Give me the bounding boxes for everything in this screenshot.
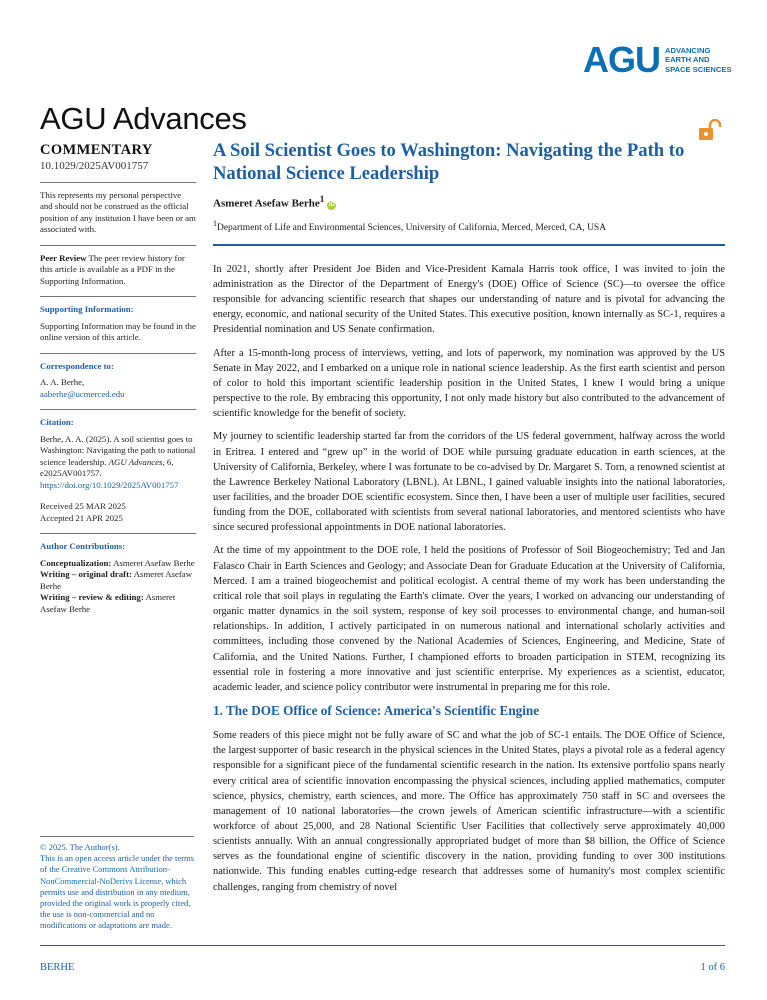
journal-title: AGU Advances (40, 101, 247, 136)
copyright-line: © 2025. The Author(s). (40, 842, 120, 852)
agu-logo-tagline: ADVANCING EARTH AND SPACE SCIENCES (665, 45, 732, 74)
supporting-text: Supporting Information may be found in the online version of this article. (40, 320, 196, 342)
body-paragraph: Some readers of this piece might not be fully aware of SC and what the job of SC-1 entails. The DOE Office of Science, the largest supporter of basic research in the physical sciences in the United States, plays a pivotal role as a federal agency responsible for a significant piece of the fundamental scientific research in the nation. Its extensive portfolio spans nearly every critical area of scientific innovation encompassing the physical sciences, including applied mathematics, computer science, physics, chemistry, earth sciences, and more. The Office has approximately 750 staff in SC and oversees the management of 10 national laboratories—the crown jewels of American scientific infrastructure—with a scientific workforce of about 25,000, and 28 National Scientific User Facilities that collectively serve approximately 40,000 scientists annually. With an annual congressionally appropriated budget of more than $8 billion, the Office of Science serves as the foundational engine of scientific discovery in the nation, providing funding to over 300 institutions nationwide. This funding enables cutting-edge research that addresses some of humanity's most complex scientific challenges, ranging from chemistry of novel (213, 730, 725, 893)
page-number: 1 of 6 (700, 962, 725, 973)
author-line: Asmeret Asefaw Berhe$^1$iD (213, 194, 335, 210)
received-date: Received 25 MAR 2025 (40, 501, 126, 511)
affiliation: $^1$Department of Life and Environmental Sciences, University of California, Merced, Merced, CA, USA (213, 218, 607, 233)
citation-text: Berhe, A. A. (2025). A soil scientist goes to Washington: Navigating the path to national science leadership. AGU Advances, 6, e2025AV001757. https://doi.org/10.1029/2025AV001757 (40, 433, 196, 490)
agu-logo (583, 39, 737, 80)
open-access-lock-icon (697, 119, 725, 141)
correspondence-email-link[interactable]: aaberhe@ucmerced.edu (40, 388, 125, 399)
contribution-item: Writing – review & editing: Asmeret Asefaw Berhe (40, 592, 176, 614)
section-heading: 1. The DOE Office of Science: America's Scientific Engine (213, 703, 540, 719)
contribution-item: Writing – original draft: Asmeret Asefaw Berhe (40, 569, 193, 591)
license-link[interactable]: Creative Commons Attribution-NonCommercial-NoDerivs (40, 864, 170, 886)
supporting-heading: Supporting Information: (40, 304, 134, 314)
body-paragraph: After a 15-month-long process of interviews, vetting, and lots of paperwork, my nomination was approved by the US Senate in May 2022, and I embarked on a unique role in national science leadership. As the first earth scientist and person of color to hold this important scientific leadership position in the United States, I knew I would bring a unique perspective to the role. By embracing this opportunity, I not only made history but also contributed to the advancement of scientific knowledge for the benefit of society. (213, 347, 725, 420)
agu-logo-mark: AGU (583, 39, 660, 80)
citation-doi-link[interactable]: https://doi.org/10.1029/2025AV001757 (40, 479, 179, 490)
article-body (213, 262, 725, 895)
sidebar (40, 142, 196, 615)
correspondence-heading: Correspondence to: (40, 360, 114, 371)
contributions-heading: Author Contributions: (40, 541, 126, 551)
contribution-item: Conceptualization: Asmeret Asefaw Berhe (40, 557, 195, 568)
citation-heading: Citation: (40, 417, 74, 427)
body-paragraph: In 2021, shortly after President Joe Biden and Vice-President Kamala Harris took office, I was invited to join the administration as the Director of the Department of Energy's (DOE) Office of Science (SC)—to oversee the office responsible for advancing scientific research that shapes our understanding of nature and is pivotal for advancing the energy, economic, and national security of the United States. This executive position, known internally as SC-1, requires a Presidential nomination and US Senate confirmation. (213, 263, 725, 336)
disclaimer: This represents my personal perspective and should not be construed as the official position of any institution I have been or am associated with. (40, 189, 196, 234)
article-main (213, 140, 725, 903)
article-title: A Soil Scientist Goes to Washington: Navigating the Path to National Science Leadership (213, 140, 685, 184)
copyright-block (40, 836, 194, 932)
article-doi: 10.1029/2025AV001757 (40, 160, 149, 172)
accepted-date: Accepted 21 APR 2025 (40, 512, 123, 523)
footer-author: BERHE (40, 962, 75, 973)
body-paragraph: At the time of my appointment to the DOE role, I held the positions of Professor of Soil Biogeochemistry; Ted and Jan Falasco Chair in Earth Sciences and Geology; and Associate Dean for Graduate Education at the University of California, Merced. I am a trained biogeochemist and political ecologist. A central theme of my work has been understanding the critical role that soil plays in regulating the Earth's climate. Over the years, I worked on advancing our understanding of organic matter dynamics in the soil system, response of key soil processes to environmental change, and human-soil relationships. In addition, I actively participated in on numerous national and international scholarly activities and committees, including those convened by the National Academies of Sciences, Engineering, and Medicine, State of California, and the United Nations. Further, I championed efforts to broaden participation in STEM, recognizing its essential role in fostering a more innovative and just scientific enterprise. My experiences as a scientist, educator, academic leader, and science policy contributor were instrumental in preparing me for this role. (213, 545, 725, 693)
article-type: COMMENTARY (40, 142, 153, 158)
peer-review-note: Peer Review The peer review history for this article is available as a PDF in the Supporting Information. (40, 252, 185, 286)
license-text: This is an open access article under the terms of the Creative Commons Attribution-NonCommercial-NoDerivs License, which permits use and distribution in any medium, provided the original work is properly cited, the use is non-commercial and no modifications or adaptations are made. (40, 853, 194, 931)
orcid-icon[interactable]: iD (328, 201, 335, 208)
correspondence-name: A. A. Berhe, (40, 377, 85, 387)
body-paragraph: My journey to scientific leadership started far from the corridors of the US federal government, halfway across the world in Eritrea. I entered and “grew up” in the world of DOE while pursuing graduate education in earth sciences, at the University of California, Berkeley, where I was fortunate to be co-advised by Dr. Margaret S. Torn, a renowned scientist at the Lawrence Berkeley National Laboratory (LBNL). At LBNL, I gained valuable insights into the national laboratories, user facilities, and the broader DOE scientific ecosystem. Since then, I have been a user of multiple user facilities, secured funding from the DOE, collaborated with scientists from several national laboratories, and mentored scientists who have since secured professional appointments in DOE national laboratories. (213, 431, 725, 534)
